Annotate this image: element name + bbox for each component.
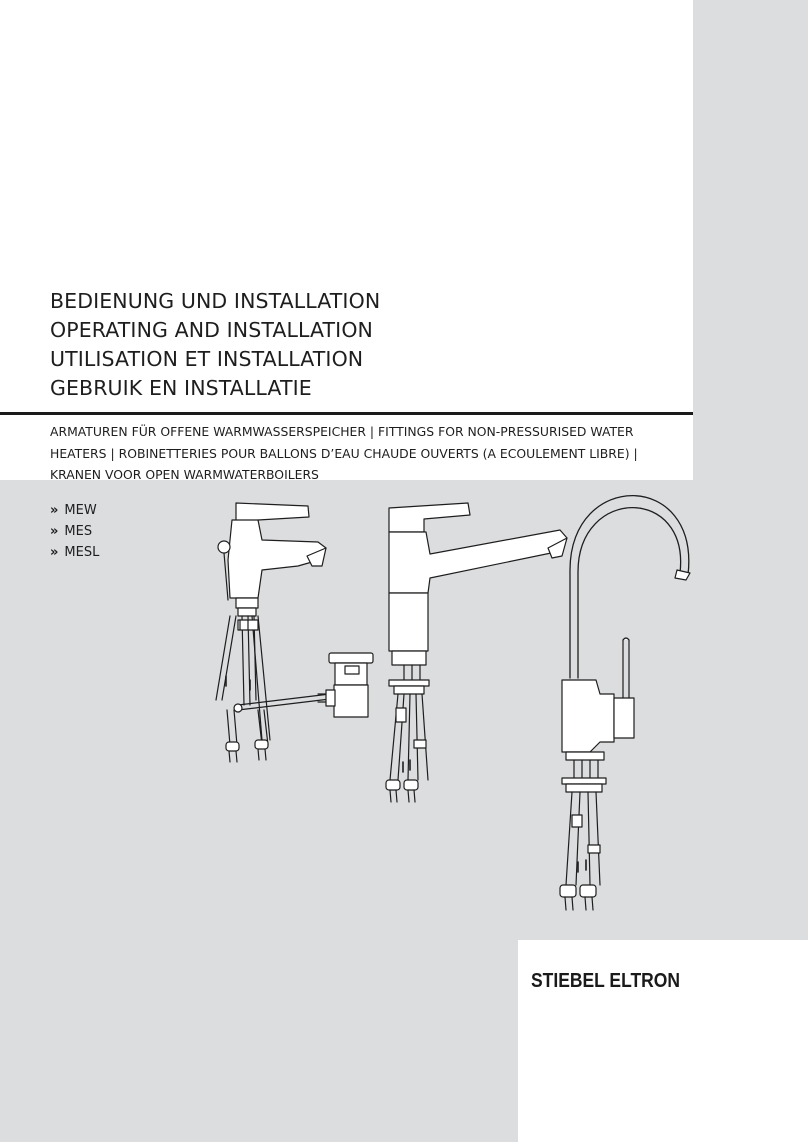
stiebel-eltron-logo bbox=[531, 967, 680, 991]
brand-wordmark: STIEBEL ELTRON bbox=[531, 969, 680, 992]
title-divider bbox=[0, 412, 693, 415]
title-nl: GEBRUIK EN INSTALLATIE bbox=[50, 376, 312, 400]
title-en: OPERATING AND INSTALLATION bbox=[50, 318, 373, 342]
chevron-icon: » bbox=[50, 545, 59, 560]
right-grey-band bbox=[693, 0, 808, 480]
title-fr: UTILISATION ET INSTALLATION bbox=[50, 347, 364, 371]
product-subtitle bbox=[50, 421, 690, 486]
document-titles bbox=[50, 287, 380, 403]
drain-valve-drawing bbox=[318, 653, 373, 717]
subtitle-line: HEATERS | ROBINETTERIES POUR BALLONS D’EAU CHAUDE OUVERTS (A ECOULEMENT LIBRE) | bbox=[50, 445, 638, 461]
chevron-icon: » bbox=[50, 503, 59, 518]
faucet-illustrations bbox=[0, 480, 808, 940]
chevron-icon: » bbox=[50, 524, 59, 539]
model-label: MESL bbox=[64, 545, 100, 560]
title-de: BEDIENUNG UND INSTALLATION bbox=[50, 289, 381, 313]
model-label: MES bbox=[64, 524, 93, 539]
model-label: MEW bbox=[64, 503, 97, 518]
subtitle-line: KRANEN VOOR OPEN WARMWATERBOILERS bbox=[50, 467, 319, 482]
subtitle-line: ARMATUREN FÜR OFFENE WARMWASSERSPEICHER | FITTINGS FOR NON-PRESSURISED WATER bbox=[50, 424, 634, 439]
faucet-mesl-drawing bbox=[560, 496, 690, 910]
faucet-mew-drawing bbox=[216, 503, 330, 762]
faucet-mes-drawing bbox=[386, 503, 567, 802]
